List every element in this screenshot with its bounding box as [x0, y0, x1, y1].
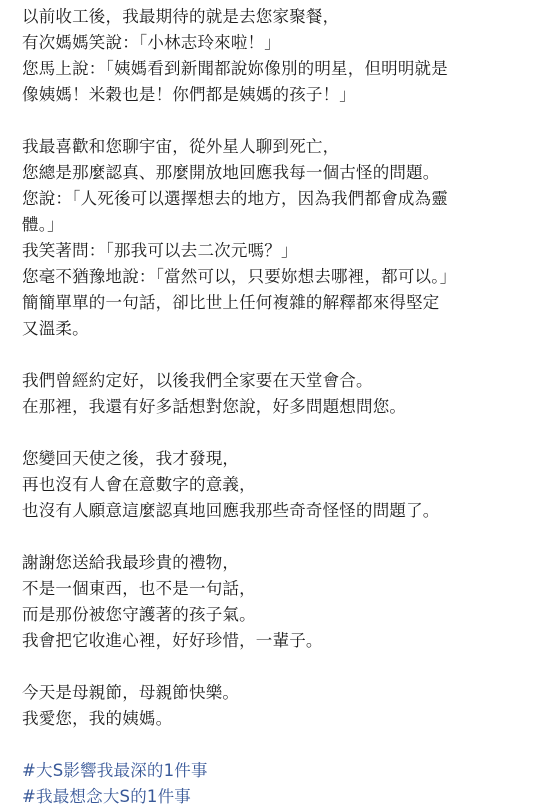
paragraph-1	[22, 4, 512, 108]
hashtag-list	[22, 758, 512, 810]
text-line: 您馬上說：「姨媽看到新聞都說妳像別的明星，但明明就是	[22, 59, 448, 78]
text-line: 也沒有人願意這麼認真地回應我那些奇奇怪怪的問題了。	[22, 501, 440, 520]
paragraph-4	[22, 446, 512, 524]
text-line: 您說：「人死後可以選擇想去的地方，因為我們都會成為靈	[22, 189, 448, 208]
paragraph-5	[22, 550, 512, 654]
paragraph-6	[22, 680, 512, 732]
text-line: 而是那份被您守護著的孩子氣。	[22, 605, 256, 624]
text-line: 又溫柔。	[22, 319, 89, 338]
text-line: 像姨媽！米穀也是！你們都是姨媽的孩子！」	[22, 85, 356, 104]
text-line: 再也沒有人會在意數字的意義，	[22, 475, 256, 494]
text-line: 您毫不猶豫地說：「當然可以，只要妳想去哪裡，都可以。」	[22, 267, 457, 286]
text-line: 以前收工後，我最期待的就是去您家聚餐，	[22, 7, 340, 26]
text-line: 在那裡，我還有好多話想對您說，好多問題想問您。	[22, 397, 407, 416]
paragraph-3	[22, 368, 512, 420]
hashtag-link[interactable]: #我最想念大S的1件事	[22, 787, 191, 806]
text-line: 今天是母親節，母親節快樂。	[22, 683, 240, 702]
text-line: 我會把它收進心裡，好好珍惜，一輩子。	[22, 631, 323, 650]
text-line: 我愛您，我的姨媽。	[22, 709, 173, 728]
paragraph-2	[22, 134, 512, 342]
text-line: 有次媽媽笑說：「小林志玲來啦！」	[22, 33, 281, 52]
text-line: 不是一個東西，也不是一句話，	[22, 579, 256, 598]
text-line: 您變回天使之後，我才發現，	[22, 449, 240, 468]
text-line: 簡簡單單的一句話，卻比世上任何複雜的解釋都來得堅定	[22, 293, 440, 312]
text-line: 您總是那麼認真、那麼開放地回應我每一個古怪的問題。	[22, 163, 440, 182]
text-line: 我最喜歡和您聊宇宙，從外星人聊到死亡，	[22, 137, 340, 156]
text-line: 謝謝您送給我最珍貴的禮物，	[22, 553, 240, 572]
hashtag-link[interactable]: #大S影響我最深的1件事	[22, 761, 208, 780]
text-line: 我們曾經約定好，以後我們全家要在天堂會合。	[22, 371, 373, 390]
text-line: 我笑著問：「那我可以去二次元嗎？」	[22, 241, 298, 260]
text-line: 體。」	[22, 215, 64, 234]
